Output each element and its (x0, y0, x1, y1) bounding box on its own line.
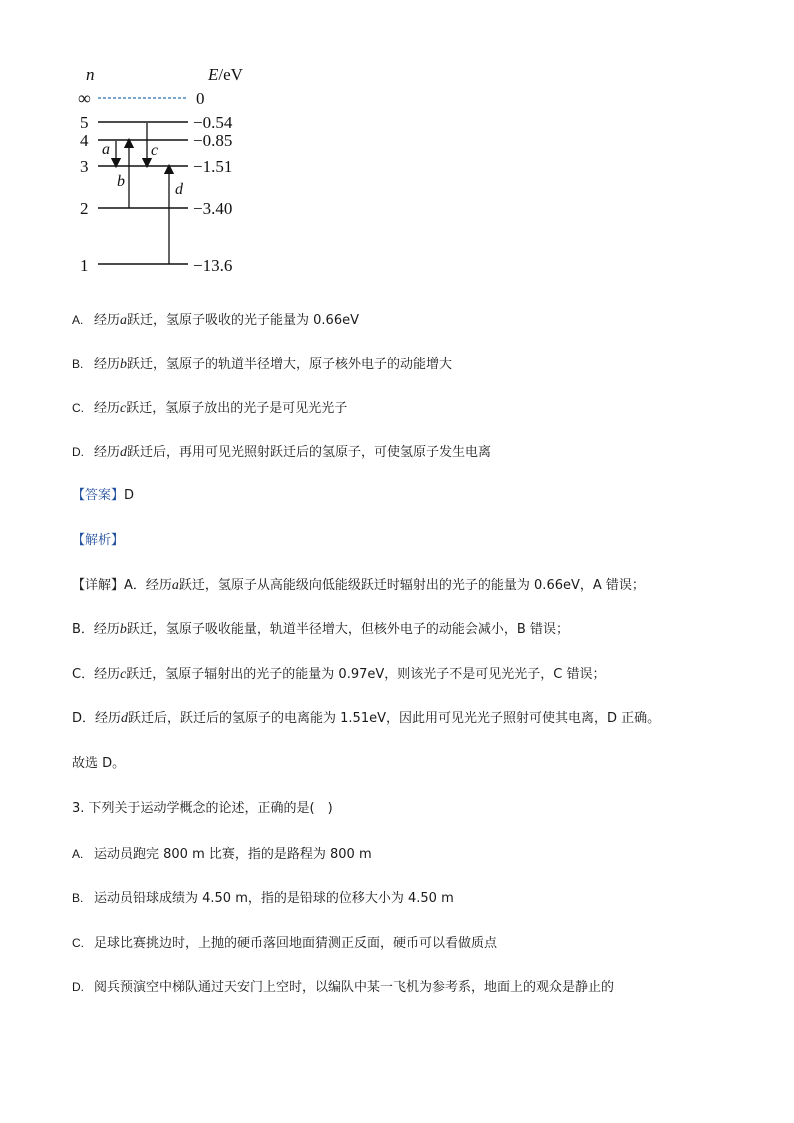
transition-b-label: b (117, 173, 125, 190)
level-e-4: −0.85 (193, 131, 233, 150)
energy-level-diagram (72, 58, 272, 288)
conclusion: 故选 D。 (72, 756, 126, 771)
level-n-inf: ∞ (78, 88, 91, 108)
option-b: B. 经历b跃迁，氢原子的轨道半径增大，原子核外电子的动能增大 (72, 357, 453, 372)
analysis-tag: 【解析】 (72, 533, 125, 548)
option-d-label: D. (72, 445, 84, 459)
question-3-stem: 3. 下列关于运动学概念的论述，正确的是( ) (72, 801, 333, 816)
q3-option-b: B. 运动员铅球成绩为 4.50 m，指的是铅球的位移大小为 4.50 m (72, 891, 454, 906)
answer-line (72, 487, 134, 505)
level-e-1: −13.6 (193, 256, 233, 275)
q3-option-a: A. 运动员跑完 800 m 比赛，指的是路程为 800 m (72, 847, 372, 862)
option-b-label: B. (72, 357, 84, 371)
level-e-2: −3.40 (193, 199, 233, 218)
option-c: C. 经历c跃迁，氢原子放出的光子是可见光光子 (72, 401, 348, 416)
transition-c-label: c (151, 142, 159, 159)
level-n-3: 3 (80, 157, 89, 176)
level-e-3: −1.51 (193, 157, 233, 176)
transition-d-label: d (175, 181, 183, 198)
option-d: D. 经历d跃迁后，再用可见光照射跃迁后的氢原子，可使氢原子发生电离 (72, 445, 492, 460)
q3-option-c: C. 足球比赛挑边时，上抛的硬币落回地面猜测正反面，硬币可以看做质点 (72, 936, 498, 951)
level-n-2: 2 (80, 199, 89, 218)
detail-b: B．经历b跃迁，氢原子吸收能量，轨道半径增大，但核外电子的动能会减小，B 错误； (72, 622, 569, 637)
detail-d: D．经历d跃迁后，跃迁后的氢原子的电离能为 1.51eV，因此用可见光光子照射可使其电离，D 正确。 (72, 711, 661, 726)
n-header: n (86, 65, 95, 84)
level-e-5: −0.54 (193, 113, 233, 132)
option-a: A. 经历a跃迁，氢原子吸收的光子能量为 0.66eV (72, 313, 359, 328)
level-n-5: 5 (80, 113, 89, 132)
transition-a-label: a (102, 141, 110, 158)
q3-option-d: D. 阅兵预演空中梯队通过天安门上空时，以编队中某一飞机为参考系，地面上的观众是静止的 (72, 980, 615, 995)
detail-c: C．经历c跃迁，氢原子辐射出的光子的能量为 0.97eV，则该光子不是可见光光子，C 错误； (72, 667, 606, 682)
level-n-1: 1 (80, 256, 89, 275)
level-n-4: 4 (80, 131, 89, 150)
answer-value: D (124, 488, 135, 503)
answer-tag: 【答案】 (72, 488, 125, 503)
option-c-label: C. (72, 401, 84, 415)
energy-header: E/eV (208, 65, 243, 84)
level-e-inf: 0 (196, 89, 205, 108)
option-a-label: A. (72, 313, 84, 327)
detail-a: 【详解】A．经历a跃迁，氢原子从高能级向低能级跃迁时辐射出的光子的能量为 0.66eV，A 错误； (72, 578, 645, 593)
